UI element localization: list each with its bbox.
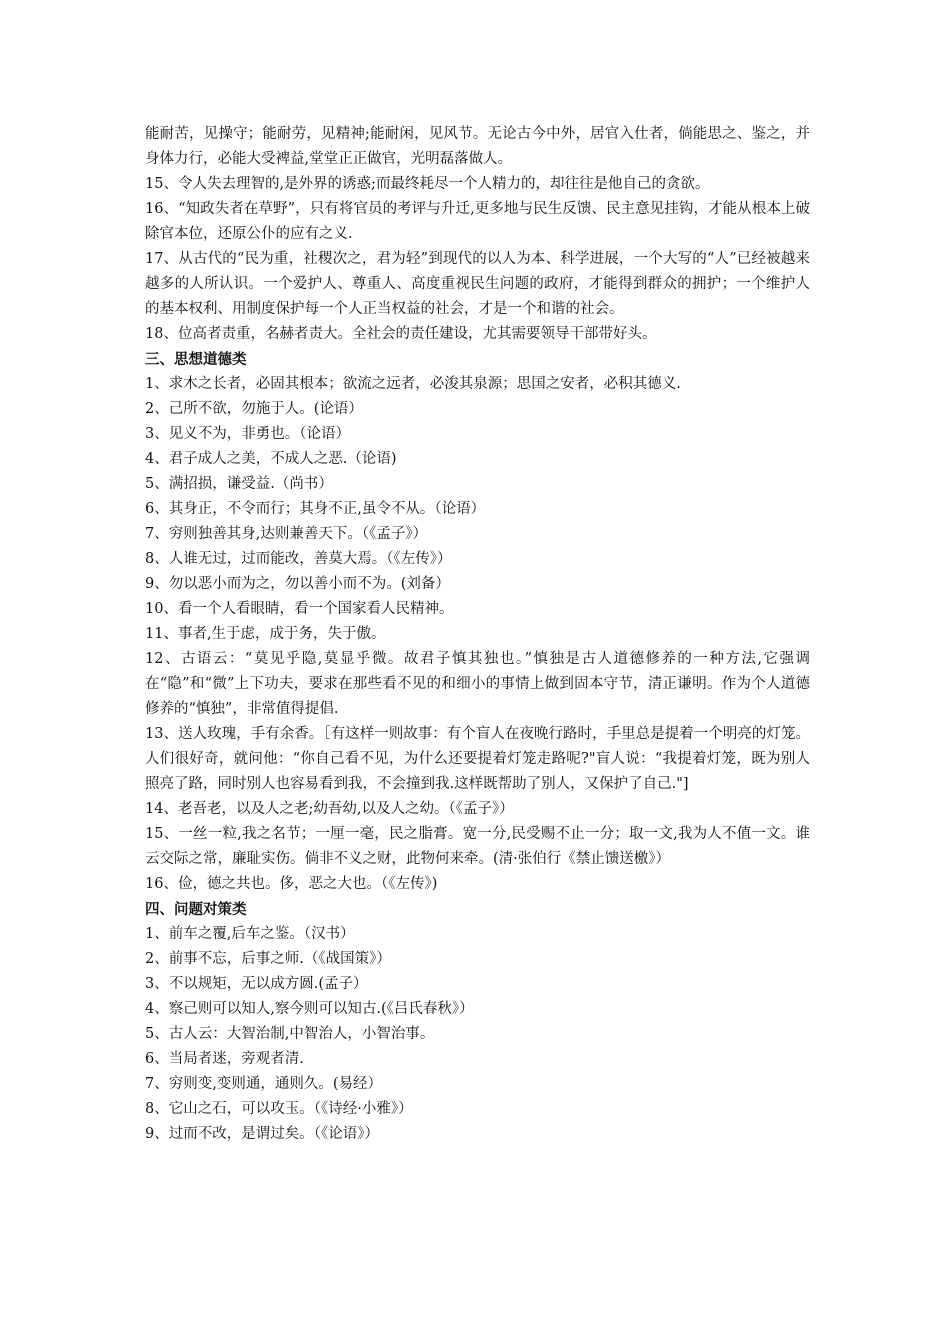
item-4-9: 9、过而不改，是谓过矣。（《论语》） — [145, 1126, 379, 1142]
item-3-13: 13、送人玫瑰，手有余香。［有这样一则故事：有个盲人在夜晚行路时，手里总是提着一个明亮的灯笼。人们很好奇，就问他：“你自己看不见，为什么还要提着灯笼走路呢?"盲人说：“我提着灯笼，既为别人照亮了路，同时别人也容易看到我，不会撞到我.这样既帮助了别人，又保护了自己."] — [145, 726, 810, 792]
item-3-14: 14、老吾老，以及人之老;幼吾幼,以及人之幼。（《孟子》） — [145, 801, 514, 817]
item-2-17: 17、从古代的“民为重，社稷次之，君为轻”到现代的以人为本、科学进展，一个大写的“人”已经被越来越多的人所认识。一个爱护人、尊重人、高度重视民生问题的政府，才能得到群众的拥护；一个维护人的基本权利、用制度保护每一个人正当权益的社会，才是一个和谐的社会。 — [145, 251, 810, 317]
item-2-18: 18、位高者责重，名赫者责大。全社会的责任建设，尤其需要领导干部带好头。 — [145, 326, 657, 342]
item-3-12: 12、古语云：“莫见乎隐,莫显乎微。故君子慎其独也。”慎独是古人道德修养的一种方法,它强调在“隐”和“微”上下功夫，要求在那些看不见的和细小的事情上做到固本守节，清正谦明。作为个人道德修养的“慎独”，非常值得提倡. — [145, 651, 810, 717]
item-3-9: 9、勿以恶小而为之，勿以善小而不为。(刘备） — [145, 576, 450, 592]
item-4-6: 6、当局者迷，旁观者清. — [145, 1051, 304, 1067]
item-3-2: 2、己所不欲，勿施于人。(论语） — [145, 401, 363, 417]
item-2-16: 16、“知政失者在草野”，只有将官员的考评与升迁,更多地与民生反馈、民主意见挂钩，才能从根本上破除官本位，还原公仆的应有之义. — [145, 201, 810, 242]
para-intro-continued: 能耐苦，见操守；能耐劳，见精神;能耐闲，见风节。无论古今中外，居官入仕者，倘能思之、鉴之，并身体力行，必能大受裨益,堂堂正正做官，光明磊落做人。 — [145, 126, 810, 167]
item-3-10: 10、看一个人看眼睛，看一个国家看人民精神。 — [145, 601, 454, 617]
item-4-4: 4、察己则可以知人,察今则可以知古.(《吕氏春秋》） — [145, 1001, 474, 1017]
item-3-4: 4、君子成人之美，不成人之恶.（论语) — [145, 451, 397, 467]
item-4-2: 2、前事不忘，后事之师.（《战国策》） — [145, 951, 391, 967]
item-3-7: 7、穷则独善其身,达则兼善天下。（《孟子》） — [145, 526, 428, 542]
item-3-16: 16、俭，德之共也。侈，恶之大也。（《左传》) — [145, 876, 438, 892]
item-4-5: 5、古人云：大智治制,中智治人，小智治事。 — [145, 1026, 435, 1042]
item-3-8: 8、人谁无过，过而能改，善莫大焉。（《左传》） — [145, 551, 452, 567]
document-page — [145, 122, 810, 1147]
item-3-11: 11、事者,生于虑，成于务，失于傲。 — [145, 626, 386, 642]
item-4-1: 1、前车之覆,后车之鉴。（汉书） — [145, 926, 355, 942]
section-heading-3: 三、思想道德类 — [145, 351, 247, 368]
item-3-3: 3、见义不为，非勇也。（论语） — [145, 426, 350, 442]
item-4-8: 8、它山之石，可以攻玉。（《诗经·小雅》） — [145, 1101, 413, 1117]
item-4-3: 3、不以规矩，无以成方圆.(孟子） — [145, 976, 368, 992]
item-3-6: 6、其身正，不令而行；其身不正,虽令不从。（论语） — [145, 501, 486, 517]
item-4-7: 7、穷则变,变则通，通则久。(易经） — [145, 1076, 382, 1092]
item-3-1: 1、求木之长者，必固其根本；欲流之远者，必浚其泉源；思国之安者，必积其德义. — [145, 376, 681, 392]
item-2-15: 15、令人失去理智的,是外界的诱惑;而最终耗尽一个人精力的，却往往是他自己的贪欲。 — [145, 176, 710, 192]
item-3-5: 5、满招损，谦受益.（尚书） — [145, 476, 333, 492]
item-3-15: 15、一丝一粒,我之名节；一厘一毫，民之脂膏。宽一分,民受赐不止一分；取一文,我为人不值一文。谁云交际之常，廉耻实伤。倘非不义之财，此物何来牵。(清·张伯行《禁止馈送檄》） — [145, 826, 810, 867]
section-heading-4: 四、问题对策类 — [145, 901, 247, 918]
